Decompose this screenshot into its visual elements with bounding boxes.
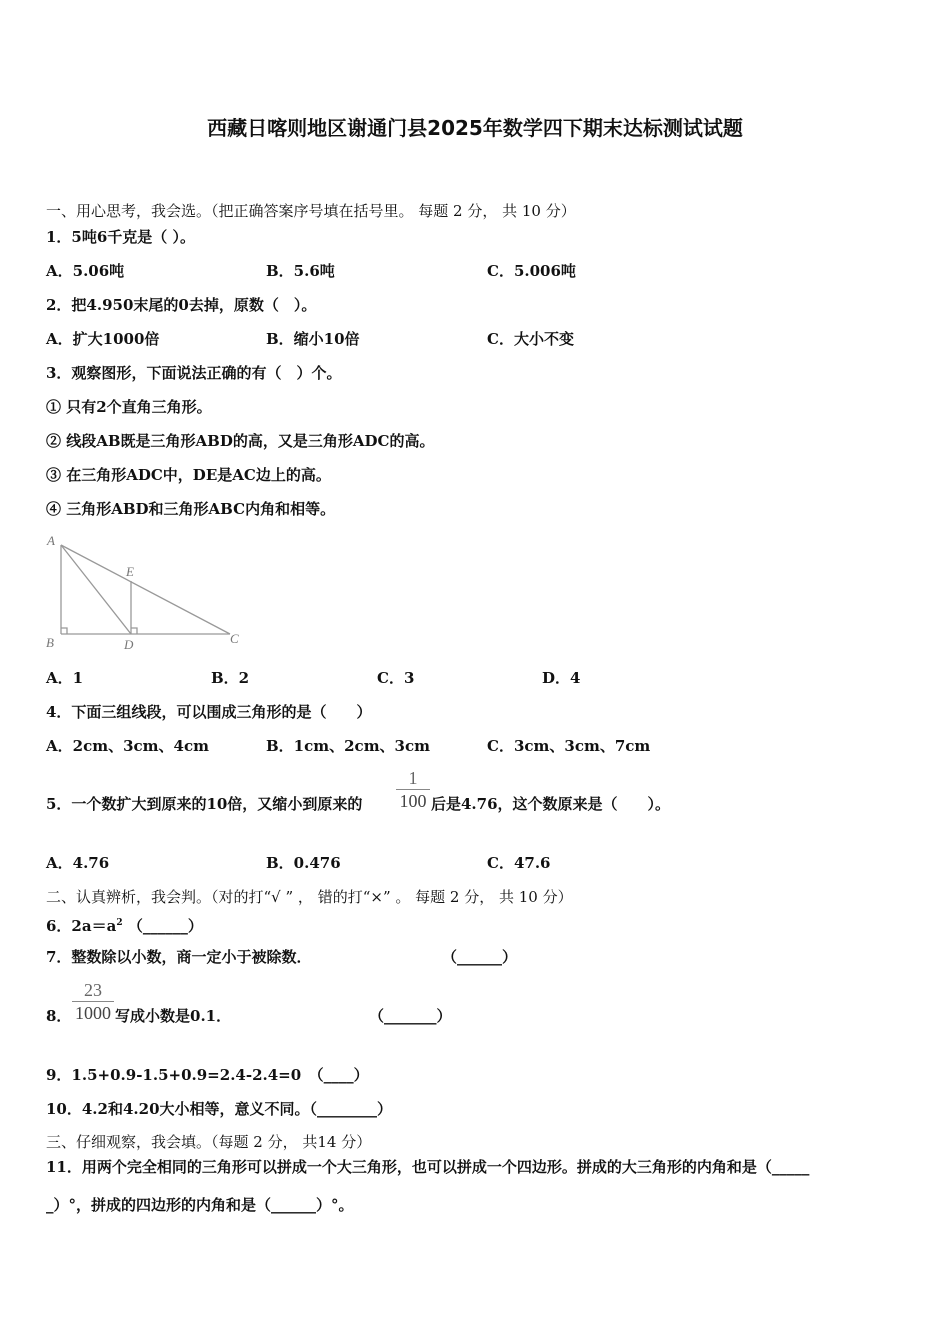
- question-3: 3．观察图形，下面说法正确的有（ ）个。: [46, 364, 342, 382]
- section-1-heading: 一、用心思考，我会选。（把正确答案序号填在括号里。 每题 2 分， 共 10 分）: [46, 202, 576, 220]
- section-3-heading: 三、仔细观察，我会填。（每题 2 分， 共14 分）: [46, 1133, 372, 1151]
- q3-option-d[interactable]: D．4: [542, 669, 581, 687]
- q5-option-b[interactable]: B．0.476: [266, 854, 341, 872]
- right-angle-d: [131, 628, 137, 634]
- q5-option-c[interactable]: C．47.6: [487, 854, 551, 872]
- q3-statement-2: ② 线段AB既是三角形ABD的高，又是三角形ADC的高。: [46, 432, 435, 450]
- question-6: [46, 913, 203, 936]
- q4-option-c[interactable]: C．3cm、3cm、7cm: [487, 737, 651, 755]
- question-11-line-1: 11．用两个完全相同的三角形可以拼成一个大三角形，也可以拼成一个四边形。拼成的大三角形的内角和是（_____: [46, 1158, 810, 1176]
- label-e: E: [126, 564, 134, 579]
- q8-fraction: [72, 979, 114, 1024]
- q5-fraction: [396, 767, 430, 812]
- q8-fraction-numerator: 23: [84, 980, 102, 1000]
- right-angle-b: [61, 628, 67, 634]
- section-2-heading: 二、认真辨析，我会判。（对的打“√ ” ， 错的打“×” 。 每题 2 分， 共 10 分）: [46, 888, 573, 906]
- q1-option-b[interactable]: B．5.6吨: [266, 262, 335, 280]
- q6-exponent: 2: [116, 918, 123, 928]
- q2-option-b[interactable]: B．缩小10倍: [266, 330, 360, 348]
- segment-ad: [61, 545, 131, 634]
- q4-option-b[interactable]: B．1cm、2cm、3cm: [266, 737, 431, 755]
- q1-option-c[interactable]: C．5.006吨: [487, 262, 576, 280]
- segment-ac: [61, 545, 230, 634]
- question-10: 10．4.2和4.20大小相等，意义不同。（________）: [46, 1100, 393, 1118]
- q3-triangle-figure: [40, 530, 250, 655]
- q3-option-a[interactable]: A．1: [46, 669, 84, 687]
- q5-option-a[interactable]: A．4.76: [46, 854, 110, 872]
- question-7: 7．整数除以小数，商一定小于被除数．: [46, 948, 312, 966]
- question-5-part-2: 后是4.76，这个数原来是（ ）。: [431, 795, 671, 813]
- q7-answer-blank[interactable]: （______）: [442, 948, 518, 966]
- question-8-number: 8．: [46, 1007, 72, 1025]
- q2-option-c[interactable]: C．大小不变: [487, 330, 574, 348]
- question-8: 写成小数是0.1．: [115, 1007, 232, 1025]
- q3-statement-1: ① 只有2个直角三角形。: [46, 398, 212, 416]
- q6-text: 6．2a＝a: [46, 917, 117, 935]
- q3-option-c[interactable]: C．3: [377, 669, 415, 687]
- question-5-part-1: 5．一个数扩大到原来的10倍，又缩小到原来的: [46, 795, 363, 813]
- q4-option-a[interactable]: A．2cm、3cm、4cm: [46, 737, 209, 755]
- question-2: 2．把4.950末尾的0去掉，原数（ ）。: [46, 296, 317, 314]
- label-a: A: [47, 533, 55, 548]
- question-4: 4．下面三组线段，可以围成三角形的是（ ）: [46, 703, 372, 721]
- q3-statement-4: ④ 三角形ABD和三角形ABC内角和相等。: [46, 500, 336, 518]
- q3-statement-3: ③ 在三角形ADC中，DE是AC边上的高。: [46, 466, 331, 484]
- label-d: D: [124, 637, 134, 652]
- page-title: 西藏日喀则地区谢通门县2025年数学四下期末达标测试试题: [207, 116, 743, 140]
- question-11-line-2: _）°，拼成的四边形的内角和是（______）°。: [46, 1196, 354, 1214]
- q2-option-a[interactable]: A．扩大1000倍: [46, 330, 160, 348]
- q5-fraction-numerator: 1: [408, 768, 418, 788]
- q6-answer-blank[interactable]: （______）: [127, 917, 203, 935]
- question-9: 9．1.5+0.9-1.5+0.9=2.4-2.4=0 （____）: [46, 1066, 369, 1084]
- question-1: 1．5吨6千克是（ ）。: [46, 228, 196, 246]
- q1-option-a[interactable]: A．5.06吨: [46, 262, 125, 280]
- q8-fraction-denominator: 1000: [75, 1003, 111, 1023]
- q3-option-b[interactable]: B．2: [211, 669, 250, 687]
- label-b: B: [46, 635, 54, 650]
- label-c: C: [230, 631, 239, 646]
- q8-answer-blank[interactable]: （_______）: [369, 1007, 452, 1025]
- q5-fraction-denominator: 100: [399, 791, 427, 811]
